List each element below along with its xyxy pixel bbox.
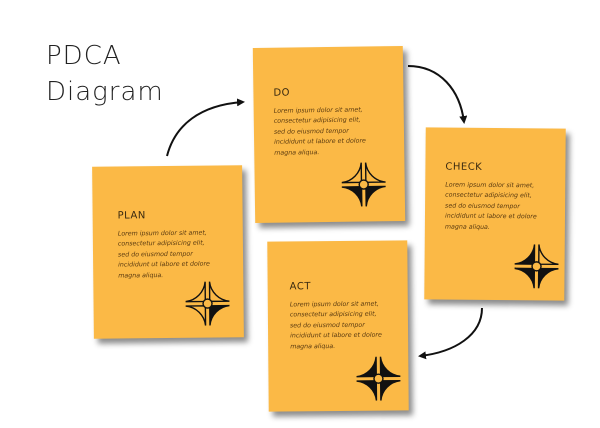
progress-pie-icon <box>339 160 388 209</box>
note-do <box>253 46 405 223</box>
pie-quadrant <box>357 381 377 401</box>
pie-quadrant <box>366 162 386 182</box>
note-plan <box>92 165 244 339</box>
pie-center <box>532 262 541 271</box>
note-body: Lorem ipsum dolor sit amet, consectetur adipisicing elit, sed do eiusmod tempor incididunt ut labore et dolore magna aliqua. <box>273 106 366 157</box>
note-body: Lorem ipsum dolor sit amet, consectetur adipisicing elit, sed do eiusmod tempor incididunt ut labore et dolore magna aliqua. <box>289 300 382 351</box>
note-act <box>267 240 408 411</box>
progress-pie-icon <box>183 279 232 328</box>
arrow-check-to-act <box>420 308 482 356</box>
note-heading: PLAN <box>117 210 146 222</box>
pie-center <box>203 299 212 308</box>
pie-quadrant <box>514 268 534 288</box>
note-heading: CHECK <box>445 161 483 173</box>
pie-quadrant <box>539 269 559 289</box>
pie-center <box>359 180 368 189</box>
note-heading: DO <box>273 87 291 99</box>
pie-quadrant <box>185 282 205 302</box>
pie-quadrant <box>342 163 362 183</box>
note-check <box>424 127 565 300</box>
note-body: Lorem ipsum dolor sit amet, consectetur adipisicing elit, sed do eiusmod tempor incididunt ut labore et dolore magna aliqua. <box>444 181 537 231</box>
arrow-plan-to-do <box>167 102 243 156</box>
progress-pie-icon <box>512 242 560 290</box>
progress-pie-icon <box>354 354 402 402</box>
pie-quadrant <box>539 244 559 264</box>
note-body: Lorem ipsum dolor sit amet, consectetur adipisicing elit, sed do eiusmod tempor incididunt ut labore et dolore magna aliqua. <box>117 229 210 280</box>
pie-quadrant <box>210 306 230 326</box>
pie-quadrant <box>381 381 401 401</box>
pie-quadrant <box>515 244 535 264</box>
pie-center <box>374 374 383 383</box>
title-line-2: Diagram <box>46 77 164 107</box>
pie-quadrant <box>342 187 362 207</box>
pie-quadrant <box>186 306 206 326</box>
note-heading: ACT <box>289 281 311 293</box>
title-line-1: PDCA <box>46 41 122 71</box>
arrow-do-to-check <box>408 66 464 122</box>
pie-quadrant <box>356 357 376 377</box>
pie-quadrant <box>210 281 230 301</box>
pie-quadrant <box>380 357 400 377</box>
pie-quadrant <box>366 186 386 206</box>
